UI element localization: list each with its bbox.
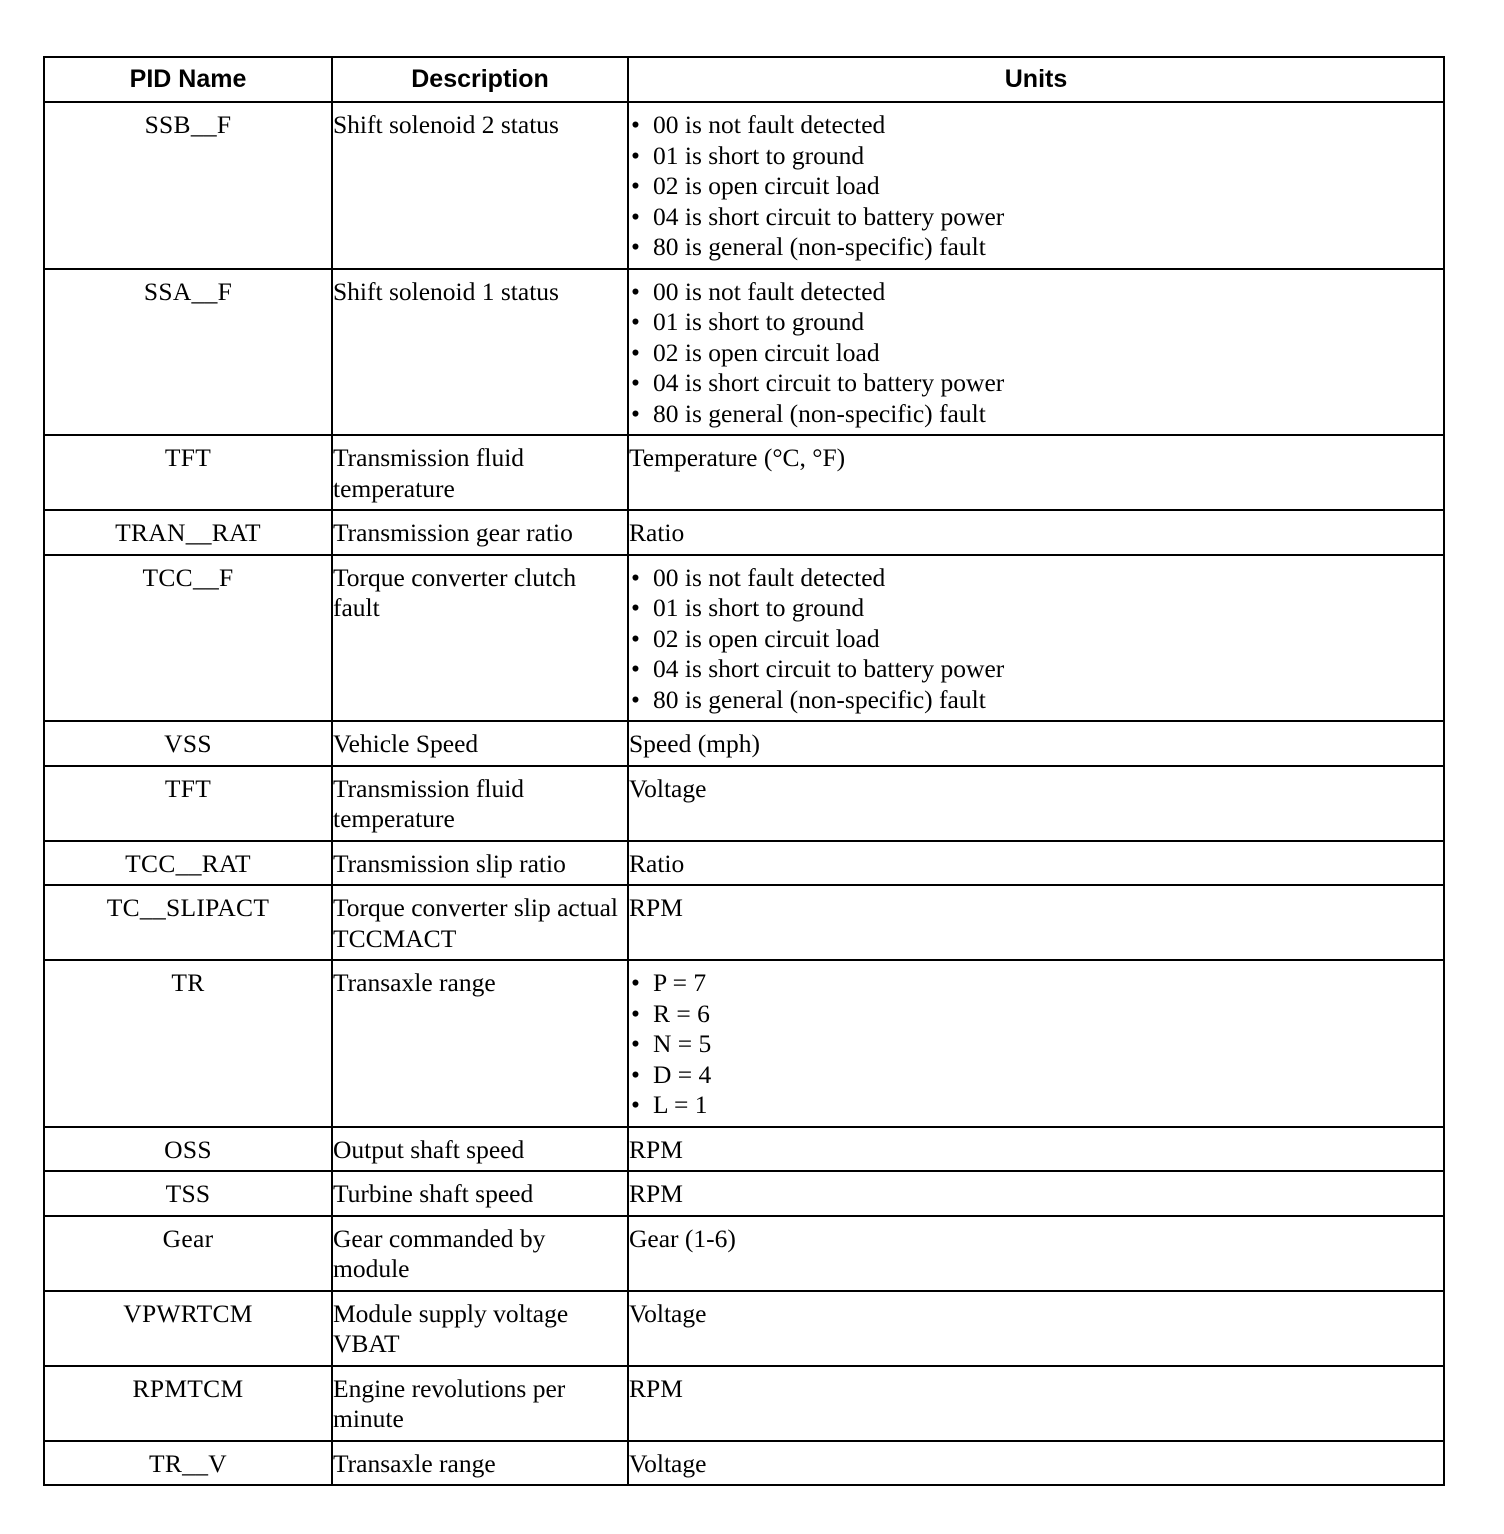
table-row [44,435,1444,510]
units-cell [628,721,1444,766]
description-cell: Transmission gear ratio [332,510,628,555]
description-cell: Turbine shaft speed [332,1171,628,1216]
table-row [44,766,1444,841]
description-cell: Vehicle Speed [332,721,628,766]
pid-name-cell: TFT [44,766,332,841]
units-cell [628,510,1444,555]
units-cell [628,1441,1444,1486]
header-description: Description [332,57,628,102]
units-cell [628,102,1444,269]
pid-name-cell: VSS [44,721,332,766]
units-cell [628,1127,1444,1172]
units-list-item: • 00 is not fault detected [629,563,1443,594]
pid-name-cell: RPMTCM [44,1366,332,1441]
pid-name-cell: TSS [44,1171,332,1216]
units-value: Ratio [629,518,685,547]
table-row [44,721,1444,766]
units-list-item: • 04 is short circuit to battery power [629,368,1443,399]
units-cell [628,841,1444,886]
header-pid-name: PID Name [44,57,332,102]
units-list-item: • 01 is short to ground [629,593,1443,624]
units-value: Ratio [629,848,685,878]
units-value: Temperature (°C, °F) [629,443,846,472]
table-row [44,1291,1444,1366]
units-list-item: • N = 5 [629,1029,1443,1060]
units-cell [628,1171,1444,1216]
pid-table [43,56,1445,1486]
units-list-item: • 02 is open circuit load [629,171,1443,202]
units-list-item: • 04 is short circuit to battery power [629,654,1443,685]
units-list-item: • D = 4 [629,1060,1443,1091]
units-list [629,277,1443,430]
table-row [44,102,1444,269]
table-row [44,1441,1444,1486]
units-list-item: • 04 is short circuit to battery power [629,202,1443,233]
units-cell [628,269,1444,436]
description-cell: Torque converter clutch fault [332,555,628,722]
header-units: Units [628,57,1444,102]
units-list-item: • 80 is general (non-specific) fault [629,685,1443,716]
pid-name-cell: TCC__F [44,555,332,722]
description-cell: Shift solenoid 1 status [332,269,628,436]
pid-name-cell: TRAN__RAT [44,510,332,555]
pid-name-cell: TR [44,960,332,1127]
description-cell: Shift solenoid 2 status [332,102,628,269]
pid-name-cell: OSS [44,1127,332,1172]
units-list-item: • L = 1 [629,1090,1443,1121]
table-row [44,1216,1444,1291]
units-value: RPM [629,1373,683,1403]
description-cell: Transaxle range [332,1441,628,1486]
pid-name-cell: TFT [44,435,332,510]
pid-name-cell: Gear [44,1216,332,1291]
pid-name-cell: SSB__F [44,102,332,269]
units-value: Gear (1-6) [629,1223,736,1253]
units-cell [628,885,1444,960]
units-cell [628,1291,1444,1366]
units-list-item: • R = 6 [629,999,1443,1030]
units-list-item: • 02 is open circuit load [629,338,1443,369]
pid-name-cell: TC__SLIPACT [44,885,332,960]
table-row [44,555,1444,722]
description-cell: Engine revolutions per minute [332,1366,628,1441]
units-value: RPM [629,1134,683,1164]
pid-name-cell: TCC__RAT [44,841,332,886]
units-list-item: • 80 is general (non-specific) fault [629,232,1443,263]
description-cell: Transaxle range [332,960,628,1127]
units-cell [628,435,1444,510]
units-list-item: • 01 is short to ground [629,141,1443,172]
description-cell: Torque converter slip actual TCCMACT [332,885,628,960]
units-list [629,563,1443,716]
description-cell: Transmission slip ratio [332,841,628,886]
pid-name-cell: TR__V [44,1441,332,1486]
table-row [44,1171,1444,1216]
description-cell: Output shaft speed [332,1127,628,1172]
table-header-row [44,57,1444,102]
units-list-item: • 01 is short to ground [629,307,1443,338]
units-cell [628,1216,1444,1291]
units-cell [628,1366,1444,1441]
table-row [44,1366,1444,1441]
units-list-item: • 02 is open circuit load [629,624,1443,655]
units-list-item: • 80 is general (non-specific) fault [629,399,1443,430]
units-list-item: • 00 is not fault detected [629,277,1443,308]
units-value: Voltage [629,773,707,803]
units-value: Voltage [629,1298,707,1328]
table-row [44,269,1444,436]
units-cell [628,766,1444,841]
table-body [44,102,1444,1485]
table-row [44,510,1444,555]
units-value: Voltage [629,1448,707,1478]
table-row [44,960,1444,1127]
pid-name-cell: SSA__F [44,269,332,436]
units-list-item: • P = 7 [629,968,1443,999]
pid-name-cell: VPWRTCM [44,1291,332,1366]
units-value: Speed (mph) [629,729,761,758]
units-cell [628,960,1444,1127]
units-list [629,110,1443,263]
description-cell: Gear commanded by module [332,1216,628,1291]
units-list-item: • 00 is not fault detected [629,110,1443,141]
table-row [44,841,1444,886]
units-value: RPM [629,1179,683,1208]
description-cell: Module supply voltage VBAT [332,1291,628,1366]
table-row [44,1127,1444,1172]
units-list [629,968,1443,1121]
description-cell: Transmission fluid temperature [332,435,628,510]
description-cell: Transmission fluid temperature [332,766,628,841]
table-row [44,885,1444,960]
units-value: RPM [629,893,683,922]
units-cell [628,555,1444,722]
